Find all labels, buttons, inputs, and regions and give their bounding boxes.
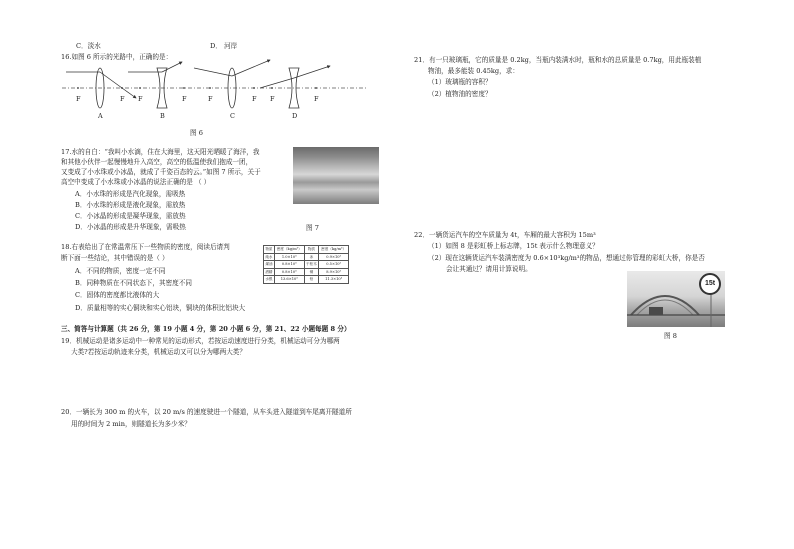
q22-sub-1: （1）如图 8 是彩虹桥上标志牌，15t 表示什么物理意义？	[428, 242, 599, 250]
q17-line-2: 和其他小伙伴一起慢慢地升入高空，高空的低温使我们抱成一团，	[61, 158, 253, 166]
q20-line-2: 用的时间为 2 min，则隧道长为多少米？	[71, 420, 191, 428]
focal-label: F	[270, 95, 275, 103]
q17-option-a: A．小水珠的形成是汽化现象，需吸热	[75, 190, 186, 198]
table-header-cell: 物质	[304, 246, 319, 254]
focal-label: F	[182, 95, 187, 103]
q20-line-1: 20．一辆长为 300 m 的火车，以 20 m/s 的速度驶进一个隧道，从车头进入隧道到车尾离开隧道所	[61, 408, 352, 416]
table-header-cell: 密度（kg/m³）	[319, 246, 349, 254]
table-header-cell: 密度（kg/m³）	[274, 246, 304, 254]
table-cell: 水银	[264, 276, 275, 284]
table-cell: 干松木	[304, 261, 319, 269]
q18-option-a: A．不同的物质，密度一定不同	[75, 267, 166, 275]
q17-option-d: D．小冰晶的形成是升华现象，需吸热	[75, 223, 186, 231]
focal-label: F	[138, 95, 143, 103]
q22-sub-3: 会让其通过？请用计算说明。	[446, 265, 532, 273]
table-cell: 铜	[304, 268, 319, 276]
q17-line-1: 17.水的自白：“我叫小水滴，住在大海里，这天阳光晒暖了海洋，我	[61, 148, 260, 156]
figure-7-caption: 图 7	[306, 224, 319, 232]
q19-line-2: 大类?若按运动轨迹来分类，机械运动又可以分为哪两大类？	[71, 348, 246, 356]
panel-label-a: A	[98, 112, 103, 120]
q18-option-b: B．同种物质在不同状态下，其密度不同	[75, 279, 192, 287]
table-header-row	[264, 246, 349, 254]
table-cell: 0.5×10³	[319, 261, 349, 269]
q21-line-2: 物油，最多能装 0.45kg，求：	[428, 67, 519, 75]
focal-label: F	[120, 95, 125, 103]
table-cell: 铅	[304, 276, 319, 284]
q18-option-c: C．固体的密度都比液体的大	[75, 291, 160, 299]
q17-line-3: 又变成了小水珠或小冰晶，就成了千姿百态的云。”如图 7 所示，关于	[61, 168, 261, 176]
q17-line-4: 高空中变成了小水珠或小冰晶的说法正确的是 （ ）	[61, 178, 211, 186]
table-row	[264, 261, 349, 269]
q21-sub-2: （2）植物油的密度？	[428, 90, 492, 98]
focal-label: F	[252, 95, 257, 103]
lens-c-convex	[194, 60, 270, 108]
table-cell: 1.0×10³	[274, 253, 304, 261]
table-cell: 酒精	[264, 268, 275, 276]
q22-sub-2: （2）现在这辆货运汽车装满密度为 0.6×10³kg/m³的物品，想通过你管理的彩虹大桥，你是否	[428, 254, 705, 262]
table-cell: 13.6×10³	[274, 276, 304, 284]
table-row	[264, 268, 349, 276]
q15-option-d: D． 河岸	[210, 42, 238, 50]
q21-line-1: 21．有一只玻璃瓶，它的质量是 0.2kg，当瓶内装满水时，瓶和水的总质量是 0.7kg，用此瓶装植	[414, 56, 702, 64]
panel-label-b: B	[160, 112, 165, 120]
table-cell: 11.3×10³	[319, 276, 349, 284]
q22-line-1: 22．一辆货运汽车的空车质量为 4t，车厢的最大容积为 15m³	[414, 231, 596, 239]
q15-option-c: C．淡水	[76, 42, 101, 50]
q17-option-b: B．小水珠的形成是液化现象，需放热	[75, 201, 186, 209]
figure-7-clouds-photo	[293, 147, 379, 204]
figure-8-bridge-photo	[627, 271, 725, 327]
panel-label-c: C	[230, 112, 235, 120]
panel-label-d: D	[292, 112, 298, 120]
figure-8-caption: 图 8	[664, 332, 677, 340]
table-cell: 0.8×10³	[274, 261, 304, 269]
q21-sub-1: （1）玻璃瓶的容积？	[428, 78, 492, 86]
focal-label: F	[314, 95, 319, 103]
table-row	[264, 276, 349, 284]
table-cell: 纯水	[264, 253, 275, 261]
q17-option-c: C．小冰晶的形成是凝华现象，需放热	[75, 212, 186, 220]
lens-b-concave	[128, 62, 185, 108]
table-row	[264, 253, 349, 261]
figure-6-caption: 图 6	[190, 129, 203, 137]
focal-label: F	[208, 95, 213, 103]
table-cell: 0.8×10³	[274, 268, 304, 276]
density-table	[263, 245, 349, 284]
load-limit-sign: 15t	[699, 273, 721, 295]
table-cell: 冰	[304, 253, 319, 261]
table-cell: 煤油	[264, 261, 275, 269]
table-cell: 0.9×10³	[319, 253, 349, 261]
table-cell: 8.9×10³	[319, 268, 349, 276]
figure-6-lens-diagrams	[60, 58, 370, 124]
q16-stem: 16.如图 6 所示的光路中，正确的是：	[61, 53, 173, 61]
section-3-heading: 三、简答与计算题（共 26 分，第 19 小题 4 分，第 20 小题 6 分，第 21、22 小题每题 8 分）	[61, 325, 351, 333]
table-header-cell: 物质	[264, 246, 275, 254]
q18-option-d: D．质量相等的实心铜块和实心铝块，铜块的体积比铝块大	[75, 304, 246, 312]
q19-line-1: 19．机械运动是诸多运动中一种常见的运动形式，若按运动速度进行分类，机械运动可分为哪两	[61, 337, 340, 345]
q18-line-1: 18.右表给出了在常温常压下一些物质的密度，阅读后请判	[61, 243, 230, 251]
q18-line-2: 断下面一些结论，其中错误的是（ ）	[61, 254, 169, 262]
focal-label: F	[76, 95, 81, 103]
